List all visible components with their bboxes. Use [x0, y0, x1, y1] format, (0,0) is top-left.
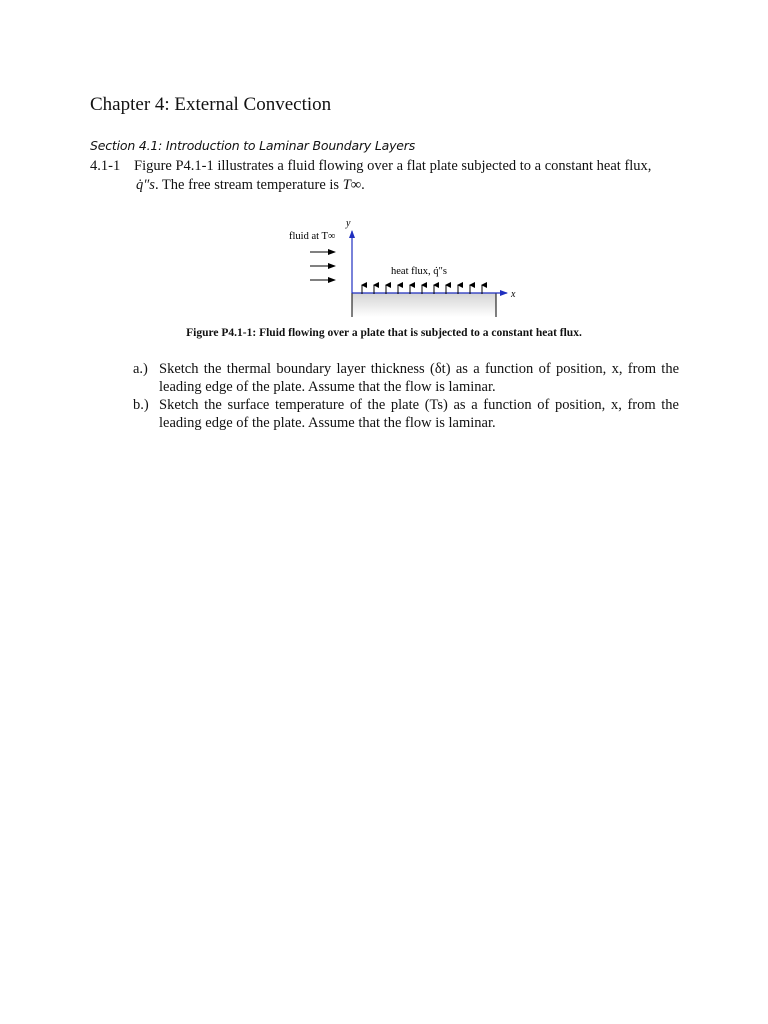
part-a-label: a.) [133, 361, 148, 377]
part-a [133, 360, 679, 396]
problem-number: 4.1-1 [90, 158, 121, 174]
x-axis-label: x [511, 289, 516, 300]
part-b-label: b.) [133, 397, 149, 413]
section-heading: Section 4.1: Introduction to Laminar Boundary Layers [90, 138, 416, 153]
y-axis-label: y [346, 218, 351, 229]
figure-p4-1-1 [280, 214, 530, 324]
heat-flux-label: heat flux, q̇″s [391, 266, 447, 277]
problem-parts [133, 360, 679, 432]
free-stream-symbol: T∞ [342, 177, 362, 193]
plate [352, 293, 496, 317]
plate-diagram [280, 214, 530, 324]
problem-text-line2 [136, 176, 365, 194]
part-a-text: Sketch the thermal boundary layer thickness (δt) as a function of position, x, from the leading edge of the plate. Assume that the flow is laminar. [159, 361, 679, 395]
problem-text-line1: Figure P4.1-1 illustrates a fluid flowing over a flat plate subjected to a constant heat flux, [134, 158, 652, 174]
part-b-text: Sketch the surface temperature of the plate (Ts) as a function of position, x, from the leading edge of the plate. Assume that the flow is laminar. [159, 397, 679, 431]
heat-flux-symbol: q̇″s [136, 177, 155, 193]
part-b [133, 396, 679, 432]
fluid-label: fluid at T∞ [289, 231, 336, 242]
chapter-title: Chapter 4: External Convection [90, 94, 332, 115]
figure-caption: Figure P4.1-1: Fluid flowing over a plate that is subjected to a constant heat flux. [186, 327, 582, 339]
problem-text-end: . [361, 177, 365, 193]
problem-text-mid: . The free stream temperature is [154, 177, 343, 193]
